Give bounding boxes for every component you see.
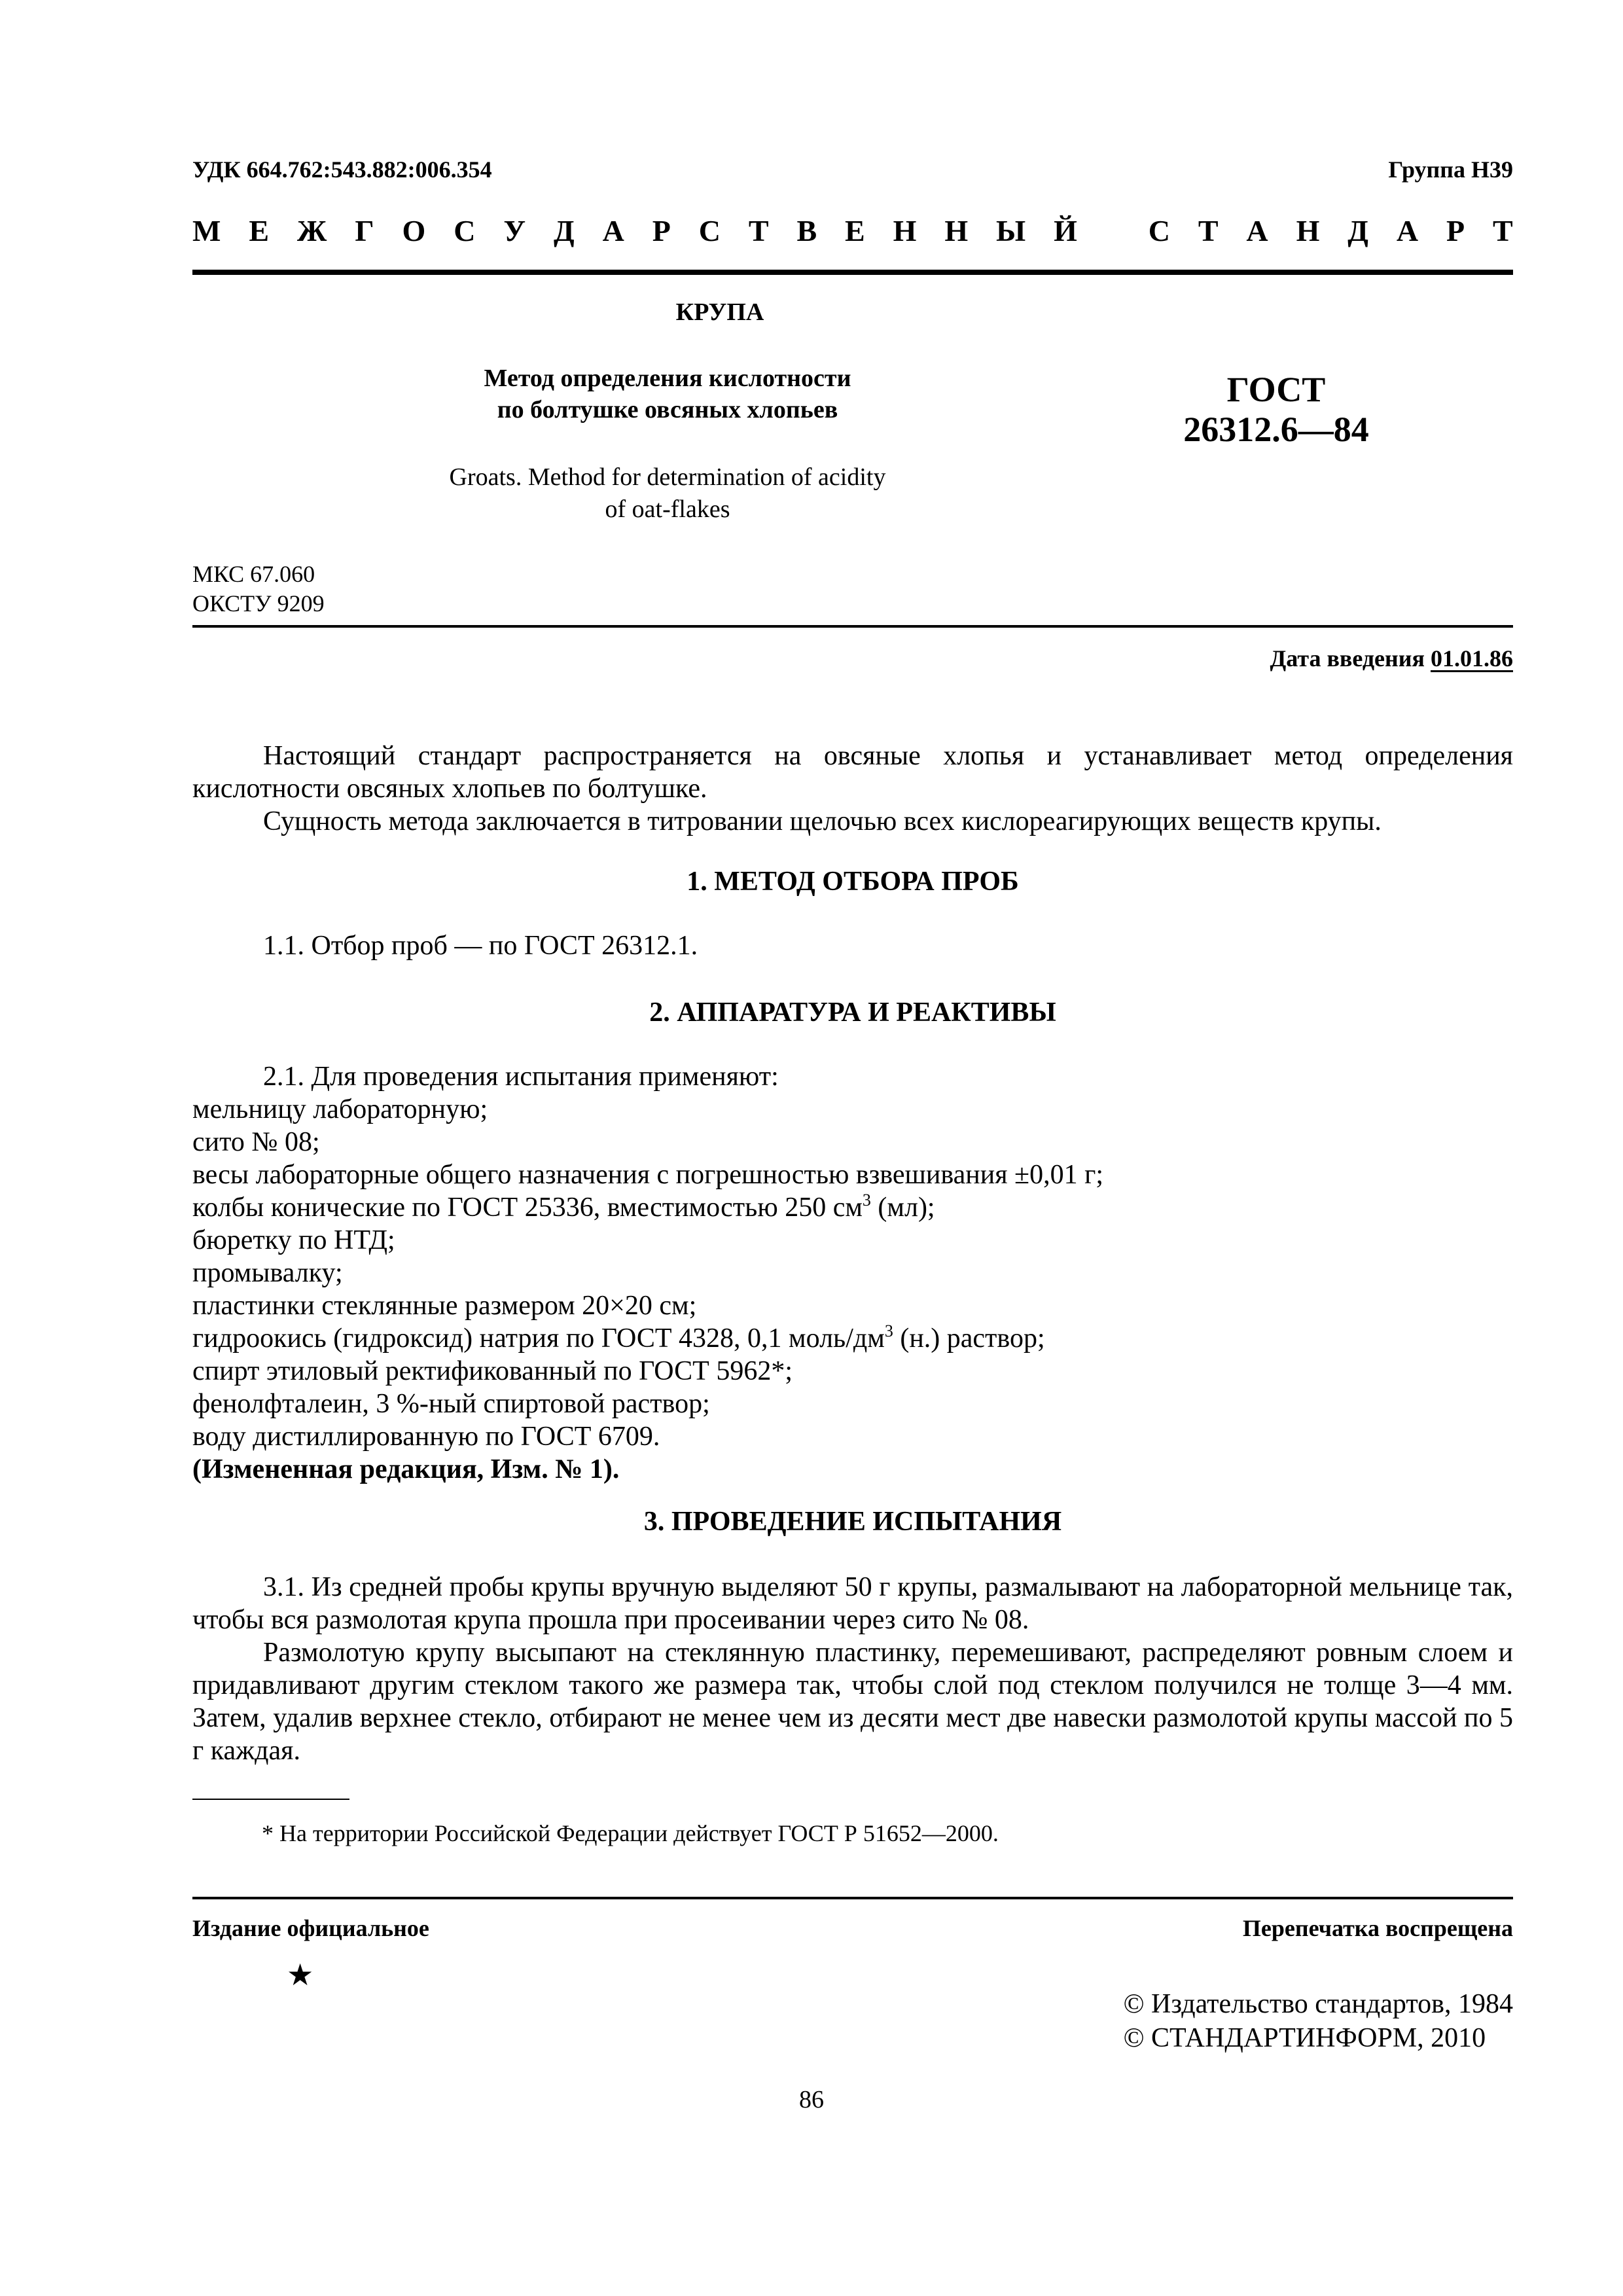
copyright-line-1: © Издательство стандартов, 1984 — [1123, 1989, 1513, 2019]
equipment-list — [192, 1060, 1513, 1486]
copyright-line-2: © СТАНДАРТИНФОРМ, 2010 — [1123, 2023, 1486, 2053]
method-title-ru-line2: по болтушке овсяных хлопьев — [497, 395, 838, 423]
heading-letter: С — [1148, 214, 1170, 247]
list-item: воду дистиллированную по ГОСТ 6709. — [192, 1422, 660, 1452]
list-item: пластинки стеклянные размером 20×20 см; — [192, 1291, 697, 1321]
heading-letter: Й — [1054, 214, 1077, 247]
clause-2-1: 2.1. Для проведения испытания применяют: — [263, 1062, 779, 1092]
footnote: * На территории Российской Федерации действует ГОСТ Р 51652—2000. — [262, 1820, 999, 1846]
method-title-en — [393, 461, 942, 526]
heading-letter: О — [402, 214, 426, 247]
interstate-standard-heading — [192, 213, 1513, 248]
reprint-prohibited-label: Перепечатка воспрещена — [1242, 1915, 1513, 1941]
section-1-heading: 1. МЕТОД ОТБОРА ПРОБ — [687, 867, 1019, 897]
product-title: КРУПА — [675, 298, 764, 326]
method-title-ru — [419, 363, 916, 425]
heading-letter: А — [1396, 214, 1419, 247]
heading-letter — [1105, 213, 1120, 248]
heading-letter: Т — [1198, 214, 1219, 247]
section-3-body — [192, 1571, 1513, 1767]
footnote-divider — [192, 1799, 349, 1800]
heading-letter: Ы — [996, 214, 1026, 247]
section-2-heading: 2. АППАРАТУРА И РЕАКТИВЫ — [649, 997, 1056, 1028]
list-item: фенолфталеин, 3 %-ный спиртовой раствор; — [192, 1389, 710, 1419]
introduction-date-label: Дата введения — [1270, 645, 1425, 672]
intro-paragraph-2: Сущность метода заключается в титровании щелочью всех кислореагирующих веществ крупы. — [263, 806, 1382, 836]
classification-codes — [192, 560, 325, 619]
list-item: весы лабораторные общего назначения с погрешностью взвешивания ±0,01 г; — [192, 1160, 1103, 1190]
list-item: гидроокись (гидроксид) натрия по ГОСТ 4328, 0,1 моль/$дм^3$ (н.) раствор; — [192, 1321, 1045, 1354]
udk-code: УДК 664.762:543.882:006.354 — [192, 156, 492, 183]
heading-letter: Н — [944, 214, 969, 247]
list-item: бюретку по НТД; — [192, 1225, 395, 1255]
official-edition-label: Издание официальное — [192, 1915, 429, 1941]
heading-letter: Р — [1446, 214, 1465, 247]
heading-letter: В — [796, 214, 817, 247]
gost-number: 26312.6—84 — [1183, 410, 1369, 450]
list-item: промывалку; — [192, 1258, 343, 1288]
method-title-ru-line1: Метод определения кислотности — [484, 365, 851, 392]
star-icon: ★ — [287, 1958, 314, 1992]
section-3-heading: 3. ПРОВЕДЕНИЕ ИСПЫТАНИЯ — [643, 1507, 1062, 1537]
heading-letter: Д — [1347, 214, 1368, 247]
section-1-body — [192, 929, 1513, 962]
copyright-block — [1124, 1987, 1513, 2055]
heading-letter: Д — [554, 214, 575, 247]
heading-letter: Р — [652, 214, 671, 247]
heading-letter: Ж — [296, 214, 327, 247]
gost-designation — [1139, 370, 1414, 450]
intro-paragraph-1: Настоящий стандарт распространяется на овсяные хлопья и устанавливает метод определения кислотности овсяных хлопьев по болтушке. — [192, 741, 1513, 804]
header-divider — [192, 270, 1513, 275]
introduction-date-value: 01.01.86 — [1431, 645, 1513, 672]
heading-letter: А — [602, 214, 624, 247]
clause-3-1-continued: Размолотую крупу высыпают на стеклянную пластинку, перемешивают, распределяют ровным слоем и придавливают другим стеклом такого же размера так, чтобы слой под стеклом получился не толще 3—4 мм. Затем, удалив верхнее стекло, отбирают не менее чем из десяти мест две навески размолотой крупы массой по 5 г каждая. — [192, 1638, 1513, 1766]
heading-letter: А — [1246, 214, 1268, 247]
list-item: спирт этиловый ректификованный по ГОСТ 5962*; — [192, 1356, 793, 1386]
clause-1-1: 1.1. Отбор проб — по ГОСТ 26312.1. — [263, 931, 698, 961]
introduction-date — [1270, 645, 1514, 672]
list-item: сито № 08; — [192, 1127, 320, 1157]
mks-code: МКС 67.060 — [192, 561, 315, 587]
list-item: мельницу лабораторную; — [192, 1094, 488, 1124]
gost-label: ГОСТ — [1226, 370, 1326, 409]
heading-letter: М — [192, 214, 221, 247]
heading-letter: С — [698, 214, 721, 247]
page-number: 86 — [799, 2086, 824, 2113]
heading-letter: Н — [1296, 214, 1320, 247]
clause-3-1: 3.1. Из средней пробы крупы вручную выделяют 50 г крупы, размалывают на лабораторной мельнице так, чтобы вся размолотая крупа прошла при просеивании через сито № 08. — [192, 1572, 1513, 1635]
heading-letter: Т — [748, 214, 769, 247]
list-item: колбы конические по ГОСТ 25336, вместимостью 250 $см^3$ (мл); — [192, 1191, 935, 1223]
amendment-note: (Измененная редакция, Изм. № 1). — [192, 1454, 620, 1484]
heading-letter: Е — [845, 214, 865, 247]
group-code: Группа Н39 — [1388, 156, 1513, 183]
footer-divider — [192, 1897, 1513, 1899]
heading-letter: Н — [893, 214, 917, 247]
codes-divider — [192, 625, 1513, 628]
intro-section — [192, 740, 1513, 838]
method-title-en-line1: Groats. Method for determination of acidity — [449, 463, 886, 491]
heading-letter: С — [454, 214, 476, 247]
method-title-en-line2: of oat-flakes — [605, 495, 730, 524]
heading-letter: Е — [249, 214, 270, 247]
okstu-code: ОКСТУ 9209 — [192, 590, 325, 617]
heading-letter: Г — [355, 214, 374, 247]
heading-letter: Т — [1492, 214, 1513, 247]
heading-letter: У — [503, 214, 526, 247]
